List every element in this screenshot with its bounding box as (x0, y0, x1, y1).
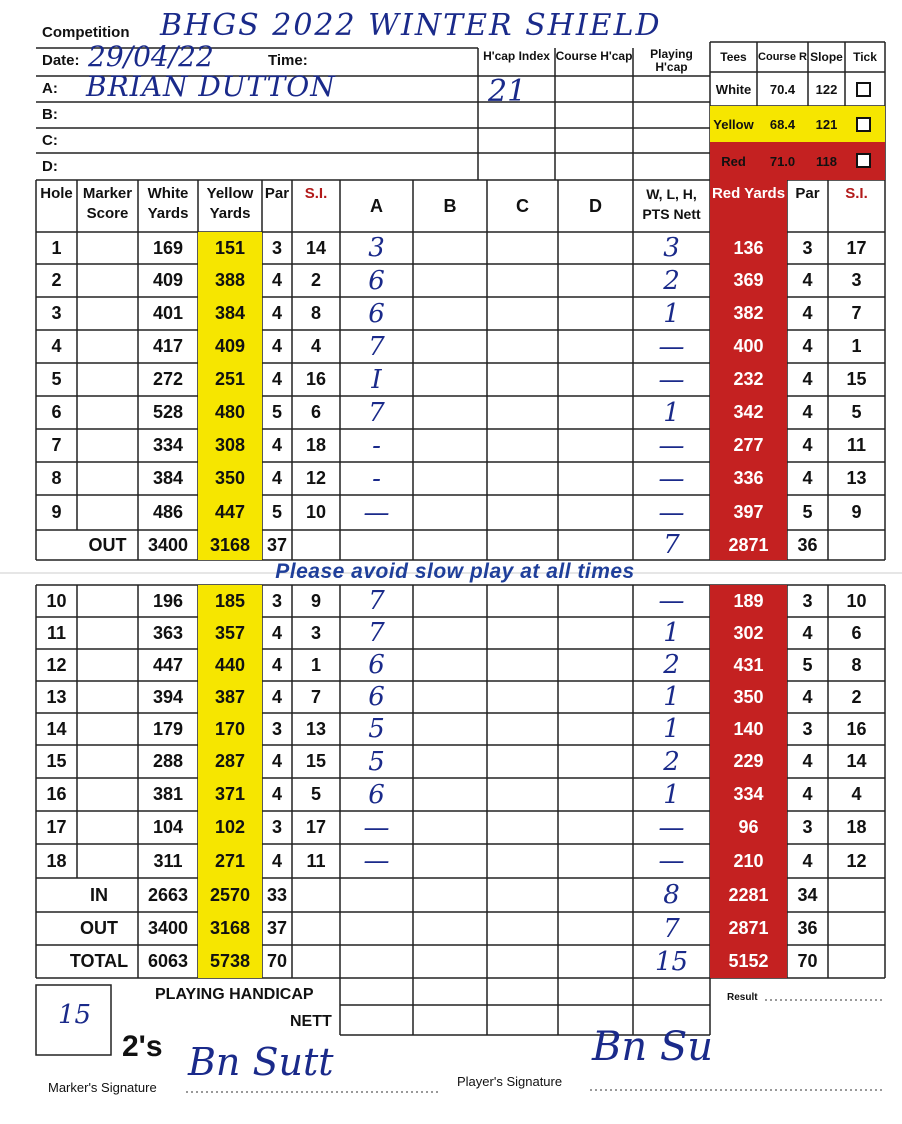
back-rpar-cell: 5 (802, 654, 813, 675)
back-rpar-cell: 4 (802, 751, 813, 771)
back-white-cell: 311 (153, 850, 183, 871)
back-hole-cell: 12 (46, 654, 67, 675)
front-hole-cell: 4 (51, 336, 62, 356)
back-rsi-cell: 6 (851, 622, 862, 643)
back-red-cell: 350 (733, 686, 764, 707)
front-white-cell: 169 (152, 237, 184, 258)
back-a-cell[interactable]: 6 (368, 779, 385, 810)
footer-box-value[interactable]: 15 (58, 1000, 92, 1030)
total-red-cell: 5152 (728, 951, 769, 971)
back-white-cell: 394 (152, 686, 184, 707)
front-a-cell[interactable]: - (372, 430, 381, 461)
back-pts-cell[interactable]: 2 (663, 650, 680, 680)
total-white-cell: 6063 (147, 951, 189, 971)
player-d-label: D: (42, 158, 58, 175)
twos-label: 2's (122, 1030, 163, 1063)
total-rpar-cell: 34 (797, 884, 818, 905)
front-rpar-cell: 4 (802, 468, 813, 488)
back-a-cell[interactable]: 6 (368, 650, 385, 680)
front-par-cell: 4 (271, 270, 282, 290)
front-si-cell: 4 (310, 336, 321, 356)
back-pts-cell[interactable]: 1 (663, 618, 680, 648)
back-red-cell: 189 (733, 590, 764, 611)
col-white-yards: White Yards (147, 185, 189, 222)
front-si-cell: 12 (305, 468, 327, 488)
front-yellow-cell: 388 (214, 270, 246, 290)
course-hcap-label: Course H'cap (555, 49, 633, 63)
front-rsi-cell: 1 (851, 336, 862, 356)
tee-white-tick-checkbox[interactable] (856, 82, 871, 97)
total-red-cell: 2871 (728, 918, 769, 938)
back-si-cell: 3 (310, 622, 321, 643)
back-red-cell: 334 (733, 784, 764, 804)
front-pts-cell[interactable]: — (658, 497, 685, 528)
total-rpar-cell: 70 (797, 951, 818, 971)
back-yellow-cell: 440 (214, 654, 246, 675)
total-white-cell: 3400 (147, 918, 189, 938)
playing-handicap-label: PLAYING HANDICAP (155, 986, 314, 1003)
back-pts-cell[interactable]: 1 (663, 682, 680, 712)
front-red-cell: 336 (733, 468, 764, 488)
total-pts-cell[interactable]: 7 (663, 913, 680, 944)
front-rpar-cell: 3 (802, 237, 813, 258)
front-par-cell: 5 (271, 502, 282, 522)
front-pts-cell[interactable]: — (658, 430, 685, 461)
back-par-cell: 4 (271, 784, 282, 804)
front-yellow-cell: 409 (214, 336, 246, 356)
col-c: C (516, 195, 529, 216)
front-par-cell: 5 (271, 402, 282, 422)
col-a: A (370, 195, 383, 216)
back-rpar-cell: 4 (802, 622, 813, 643)
out-rpar-cell: 36 (797, 534, 818, 555)
col-red-yards: Red Yards (711, 185, 786, 202)
total-par-cell: 33 (266, 884, 288, 905)
front-pts-cell[interactable]: 1 (663, 298, 680, 329)
total-label-cell: IN (90, 884, 108, 905)
back-yellow-cell: 287 (214, 751, 246, 771)
back-hole-cell: 13 (46, 686, 67, 707)
back-rpar-cell: 3 (802, 590, 813, 611)
back-a-cell[interactable]: 5 (368, 714, 385, 744)
player-signature[interactable]: Bn Su (592, 1024, 714, 1070)
front-rpar-cell: 4 (802, 336, 813, 356)
front-hole-cell: 6 (51, 402, 62, 422)
col-wlh-pts: W, L, H, PTS Nett (642, 186, 701, 222)
back-rsi-cell: 14 (846, 751, 867, 771)
tee-red-tick-checkbox[interactable] (856, 153, 871, 168)
nett-label: NETT (290, 1013, 332, 1030)
front-si-cell: 6 (310, 402, 321, 422)
back-par-cell: 3 (271, 590, 282, 611)
front-red-cell: 382 (733, 303, 764, 323)
hcap-index-value[interactable]: 21 (488, 74, 527, 109)
back-rpar-cell: 4 (802, 784, 813, 804)
total-yellow-cell: 3168 (209, 918, 251, 938)
back-a-cell[interactable]: — (363, 846, 390, 876)
back-si-cell: 5 (310, 784, 321, 804)
hcap-index-label: H'cap Index (483, 49, 550, 63)
front-pts-cell[interactable]: 3 (663, 233, 680, 263)
tee-red-slope: 118 (816, 153, 837, 169)
back-par-cell: 4 (271, 850, 282, 871)
back-rsi-cell: 8 (851, 654, 862, 675)
back-yellow-cell: 371 (214, 784, 246, 804)
front-par-cell: 3 (271, 237, 282, 258)
tee-yellow-name: Yellow (713, 116, 754, 132)
back-hole-cell: 15 (46, 751, 67, 771)
back-pts-cell[interactable]: 1 (663, 714, 680, 744)
total-yellow-cell: 2570 (209, 884, 251, 905)
playing-hcap-label: Playing H'cap (650, 47, 693, 74)
back-hole-cell: 10 (46, 590, 67, 611)
front-a-cell[interactable]: 7 (368, 397, 385, 428)
time-label: Time: (268, 52, 308, 69)
total-par-cell: 37 (266, 918, 288, 938)
front-rsi-cell: 17 (846, 237, 867, 258)
tee-yellow-slope: 121 (815, 116, 838, 132)
back-si-cell: 13 (305, 718, 327, 739)
back-white-cell: 381 (152, 784, 184, 804)
front-rsi-cell: 9 (851, 502, 862, 522)
front-hole-cell: 2 (51, 270, 62, 290)
col-par: Par (264, 185, 290, 202)
front-si-cell: 14 (305, 237, 327, 258)
back-hole-cell: 16 (46, 784, 67, 804)
front-hole-cell: 9 (51, 502, 62, 522)
back-si-cell: 17 (305, 817, 327, 837)
front-yellow-cell: 308 (214, 435, 246, 455)
total-par-cell: 70 (266, 951, 288, 971)
front-white-cell: 401 (152, 303, 184, 323)
front-a-cell[interactable]: - (372, 463, 381, 494)
tick-header: Tick (853, 50, 877, 64)
back-rpar-cell: 3 (802, 817, 813, 837)
total-rpar-cell: 36 (797, 918, 818, 938)
back-pts-cell[interactable]: — (658, 586, 685, 616)
col-marker-score: Marker Score (82, 185, 133, 222)
front-a-cell[interactable]: 6 (368, 265, 385, 296)
player-a-name[interactable]: BRIAN DUTTON (86, 70, 336, 103)
back-par-cell: 4 (271, 686, 282, 707)
col-red-par: Par (795, 185, 820, 202)
tee-white-rating: 70.4 (769, 81, 796, 97)
front-par-cell: 4 (271, 303, 282, 323)
front-yellow-cell: 480 (214, 402, 246, 422)
back-yellow-cell: 102 (214, 817, 246, 837)
back-red-cell: 302 (733, 622, 764, 643)
back-par-cell: 4 (271, 751, 282, 771)
out-par-cell: 37 (266, 534, 288, 555)
out-label-cell: OUT (88, 534, 127, 555)
out-red-cell: 2871 (728, 534, 769, 555)
front-hole-cell: 8 (51, 468, 62, 488)
front-white-cell: 272 (152, 369, 184, 389)
total-label-cell: OUT (80, 918, 118, 938)
date-value[interactable]: 29/04/22 (88, 40, 214, 73)
front-si-cell: 16 (305, 369, 327, 389)
front-white-cell: 528 (152, 402, 184, 422)
out-yellow-cell: 3168 (209, 534, 251, 555)
front-white-cell: 417 (152, 336, 184, 356)
back-si-cell: 1 (310, 654, 321, 675)
front-hole-cell: 3 (51, 303, 62, 323)
front-red-cell: 136 (733, 237, 764, 258)
out-white-cell: 3400 (147, 534, 189, 555)
back-yellow-cell: 271 (214, 850, 246, 871)
front-a-cell[interactable]: 6 (368, 298, 385, 329)
back-rsi-cell: 16 (846, 718, 867, 739)
front-yellow-cell: 350 (214, 468, 246, 488)
col-red-si: S.I. (845, 185, 868, 202)
back-white-cell: 447 (152, 654, 184, 675)
front-yellow-cell: 151 (214, 237, 246, 258)
back-white-cell: 196 (152, 590, 184, 611)
front-hole-cell: 7 (51, 435, 62, 455)
front-white-cell: 384 (152, 468, 184, 488)
back-pts-cell[interactable]: — (658, 846, 685, 876)
total-label-cell: TOTAL (69, 951, 129, 971)
back-red-cell: 229 (733, 751, 764, 771)
back-par-cell: 3 (271, 718, 282, 739)
front-rpar-cell: 4 (802, 369, 813, 389)
back-white-cell: 363 (152, 622, 184, 643)
front-red-cell: 277 (733, 435, 764, 455)
result-label: Result (727, 992, 758, 1003)
slow-play-banner: Please avoid slow play at all times (275, 560, 635, 583)
tee-red-name: Red (721, 153, 746, 169)
front-white-cell: 334 (152, 435, 184, 455)
front-red-cell: 369 (733, 270, 764, 290)
front-pts-cell[interactable]: 2 (663, 265, 680, 296)
front-pts-cell[interactable]: — (658, 331, 685, 362)
player-c-label: C: (42, 132, 58, 149)
marker-signature-label: Marker's Signature (48, 1080, 157, 1095)
front-par-cell: 4 (271, 369, 282, 389)
out-pts-cell[interactable]: 7 (663, 530, 680, 560)
back-hole-cell: 11 (46, 622, 67, 643)
back-hole-cell: 18 (46, 850, 67, 871)
col-d: D (589, 195, 602, 216)
front-hole-cell: 5 (51, 369, 62, 389)
back-white-cell: 288 (152, 751, 184, 771)
total-yellow-cell: 5738 (209, 951, 251, 971)
front-white-cell: 486 (152, 502, 184, 522)
front-si-cell: 18 (305, 435, 327, 455)
back-red-cell: 431 (733, 654, 764, 675)
back-a-cell[interactable]: 5 (368, 746, 385, 777)
player-b-label: B: (42, 106, 58, 123)
front-rpar-cell: 4 (802, 270, 813, 290)
front-pts-cell[interactable]: — (658, 364, 685, 395)
total-pts-cell[interactable]: 8 (663, 880, 680, 910)
tee-red-rating: 71.0 (769, 153, 796, 169)
back-white-cell: 179 (152, 718, 184, 739)
back-a-cell[interactable]: — (363, 812, 390, 843)
col-b: B (443, 195, 457, 216)
tees-header: Tees (720, 50, 747, 64)
front-rpar-cell: 4 (802, 435, 813, 455)
course-rating-header: Course R (758, 51, 807, 63)
back-yellow-cell: 387 (214, 686, 246, 707)
tee-white-slope: 122 (815, 81, 838, 97)
player-a-label: A: (42, 80, 58, 97)
front-rsi-cell: 3 (851, 270, 862, 290)
total-red-cell: 2281 (728, 884, 769, 905)
front-a-cell[interactable]: — (363, 497, 390, 528)
back-rpar-cell: 4 (802, 686, 813, 707)
tee-yellow-tick-checkbox[interactable] (856, 117, 871, 132)
back-rsi-cell: 18 (846, 817, 867, 837)
back-rsi-cell: 4 (851, 784, 862, 804)
front-rsi-cell: 11 (846, 435, 867, 455)
front-rsi-cell: 13 (846, 468, 867, 488)
front-si-cell: 8 (310, 303, 321, 323)
front-rpar-cell: 4 (802, 303, 813, 323)
front-par-cell: 4 (271, 336, 282, 356)
back-red-cell: 96 (738, 817, 759, 837)
front-rpar-cell: 4 (802, 402, 813, 422)
back-red-cell: 210 (733, 850, 764, 871)
front-a-cell[interactable]: 3 (368, 233, 385, 263)
back-yellow-cell: 170 (214, 718, 246, 739)
front-red-cell: 342 (733, 402, 764, 422)
back-si-cell: 9 (310, 590, 321, 611)
back-rsi-cell: 12 (846, 850, 867, 871)
back-pts-cell[interactable]: — (658, 812, 685, 843)
front-red-cell: 232 (733, 369, 764, 389)
tee-yellow-rating: 68.4 (769, 116, 796, 132)
tee-white-name: White (715, 81, 752, 97)
col-si: S.I. (304, 185, 328, 202)
back-par-cell: 3 (271, 817, 282, 837)
back-yellow-cell: 185 (214, 590, 246, 611)
back-rpar-cell: 3 (802, 718, 813, 739)
front-a-cell[interactable]: 7 (368, 331, 385, 362)
front-si-cell: 2 (310, 270, 321, 290)
front-par-cell: 4 (271, 435, 282, 455)
front-pts-cell[interactable]: 1 (663, 397, 680, 428)
competition-value[interactable]: BHGS 2022 WINTER SHIELD (160, 8, 662, 43)
front-white-cell: 409 (152, 270, 184, 290)
back-si-cell: 15 (305, 751, 327, 771)
back-a-cell[interactable]: 7 (368, 618, 385, 648)
date-label: Date: (42, 52, 80, 69)
back-si-cell: 7 (310, 686, 321, 707)
front-rpar-cell: 5 (802, 502, 813, 522)
total-white-cell: 2663 (147, 884, 189, 905)
front-rsi-cell: 5 (851, 402, 862, 422)
slope-header: Slope (810, 50, 843, 64)
front-pts-cell[interactable]: — (658, 463, 685, 494)
front-yellow-cell: 384 (214, 303, 246, 323)
front-red-cell: 397 (733, 502, 764, 522)
front-si-cell: 10 (305, 502, 327, 522)
front-yellow-cell: 251 (214, 369, 246, 389)
competition-label: Competition (42, 24, 130, 41)
front-rsi-cell: 7 (851, 303, 862, 323)
back-pts-cell[interactable]: 2 (663, 746, 680, 777)
front-yellow-cell: 447 (214, 502, 246, 522)
back-hole-cell: 14 (46, 718, 67, 739)
back-hole-cell: 17 (46, 817, 67, 837)
front-a-cell[interactable]: I (371, 364, 382, 395)
back-yellow-cell: 357 (214, 622, 246, 643)
front-par-cell: 4 (271, 468, 282, 488)
back-white-cell: 104 (152, 817, 184, 837)
back-par-cell: 4 (271, 622, 282, 643)
total-pts-cell[interactable]: 15 (654, 946, 689, 977)
back-pts-cell[interactable]: 1 (663, 779, 680, 810)
back-rpar-cell: 4 (802, 850, 813, 871)
col-yellow-yards: Yellow Yards (206, 185, 254, 222)
back-a-cell[interactable]: 6 (368, 682, 385, 712)
back-a-cell[interactable]: 7 (368, 586, 385, 616)
marker-signature[interactable]: Bn Sutt (188, 1040, 334, 1084)
back-rsi-cell: 10 (846, 590, 867, 611)
back-red-cell: 140 (733, 718, 764, 739)
player-signature-label: Player's Signature (457, 1074, 563, 1089)
front-rsi-cell: 15 (846, 369, 867, 389)
col-hole: Hole (40, 185, 73, 202)
front-red-cell: 400 (733, 336, 764, 356)
back-rsi-cell: 2 (851, 686, 862, 707)
back-par-cell: 4 (271, 654, 282, 675)
front-hole-cell: 1 (51, 237, 62, 258)
back-si-cell: 11 (306, 850, 326, 871)
